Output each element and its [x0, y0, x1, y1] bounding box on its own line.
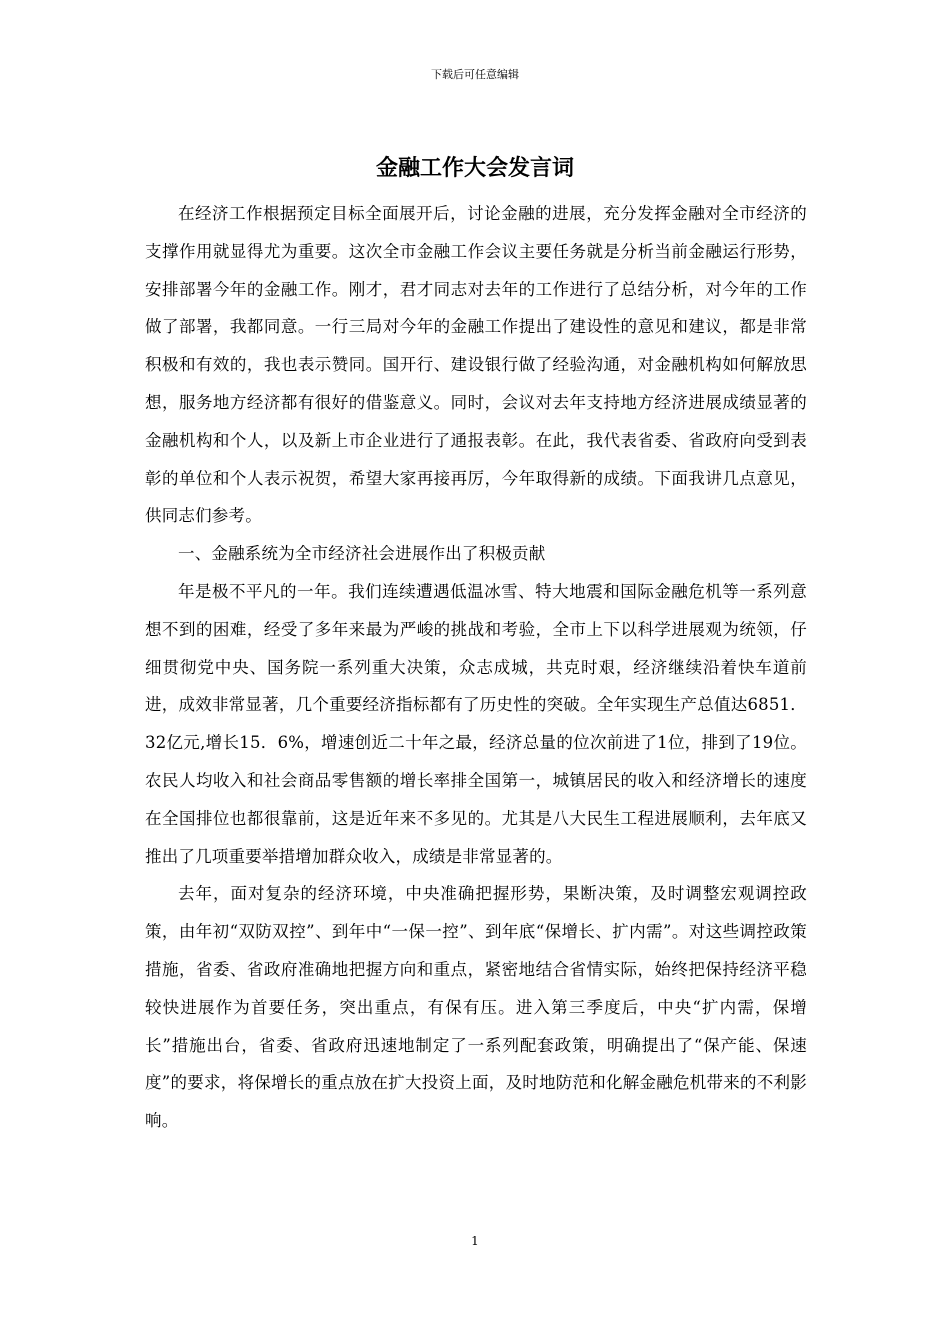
page-header-note: 下载后可任意编辑	[431, 68, 519, 81]
document-body	[145, 195, 807, 1140]
paragraph-policy: 去年，面对复杂的经济环境，中央准确把握形势，果断决策，及时调整宏观调控政策，由年初“双防双控”、到年中“一保一控”、到年底“保增长、扩内需”。对这些调控政策措施，省委、省政府准确地把握方向和重点，紧密地结合省情实际，始终把保持经济平稳较快进展作为首要任务，突出重点，有保有压。进入第三季度后，中央“扩内需，保增长”措施出台，省委、省政府迅速地制定了一系列配套政策，明确提出了“保产能、保速度”的要求，将保增长的重点放在扩大投资上面，及时地防范和化解金融危机带来的不利影响。	[145, 884, 807, 1131]
paragraph-intro: 在经济工作根据预定目标全面展开后，讨论金融的进展，充分发挥金融对全市经济的支撑作用就显得尤为重要。这次全市金融工作会议主要任务就是分析当前金融运行形势，安排部署今年的金融工作。刚才，君才同志对去年的工作进行了总结分析，对今年的工作做了部署，我都同意。一行三局对今年的金融工作提出了建设性的意见和建议，都是非常积极和有效的，我也表示赞同。国开行、建设银行做了经验沟通，对金融机构如何解放思想，服务地方经济都有很好的借鉴意义。同时，会议对去年支持地方经济进展成绩显著的金融机构和个人，以及新上市企业进行了通报表彰。在此，我代表省委、省政府向受到表彰的单位和个人表示祝贺，希望大家再接再厉，今年取得新的成绩。下面我讲几点意见，供同志们参考。	[145, 204, 807, 526]
section-heading-1: 一、金融系统为全市经济社会进展作出了积极贡献	[178, 544, 546, 564]
paragraph-achievements: 年是极不平凡的一年。我们连续遭遇低温冰雪、特大地震和国际金融危机等一系列意想不到的困难，经受了多年来最为严峻的挑战和考验，全市上下以科学进展观为统领，仔细贯彻党中央、国务院一系列重大决策，众志成城，共克时艰，经济继续沿着快车道前进，成效非常显著，几个重要经济指标都有了历史性的突破。全年实现生产总值达6851．32亿元,增长15．6%，增速创近二十年之最，经济总量的位次前进了1位，排到了19位。农民人均收入和社会商品零售额的增长率排全国第一，城镇居民的收入和经济增长的速度在全国排位也都很靠前，这是近年来不多见的。尤其是八大民生工程进展顺利，去年底又推出了几项重要举措增加群众收入，成绩是非常显著的。	[145, 581, 807, 866]
document-title: 金融工作大会发言词	[375, 155, 574, 181]
page-number: 1	[471, 1234, 479, 1248]
